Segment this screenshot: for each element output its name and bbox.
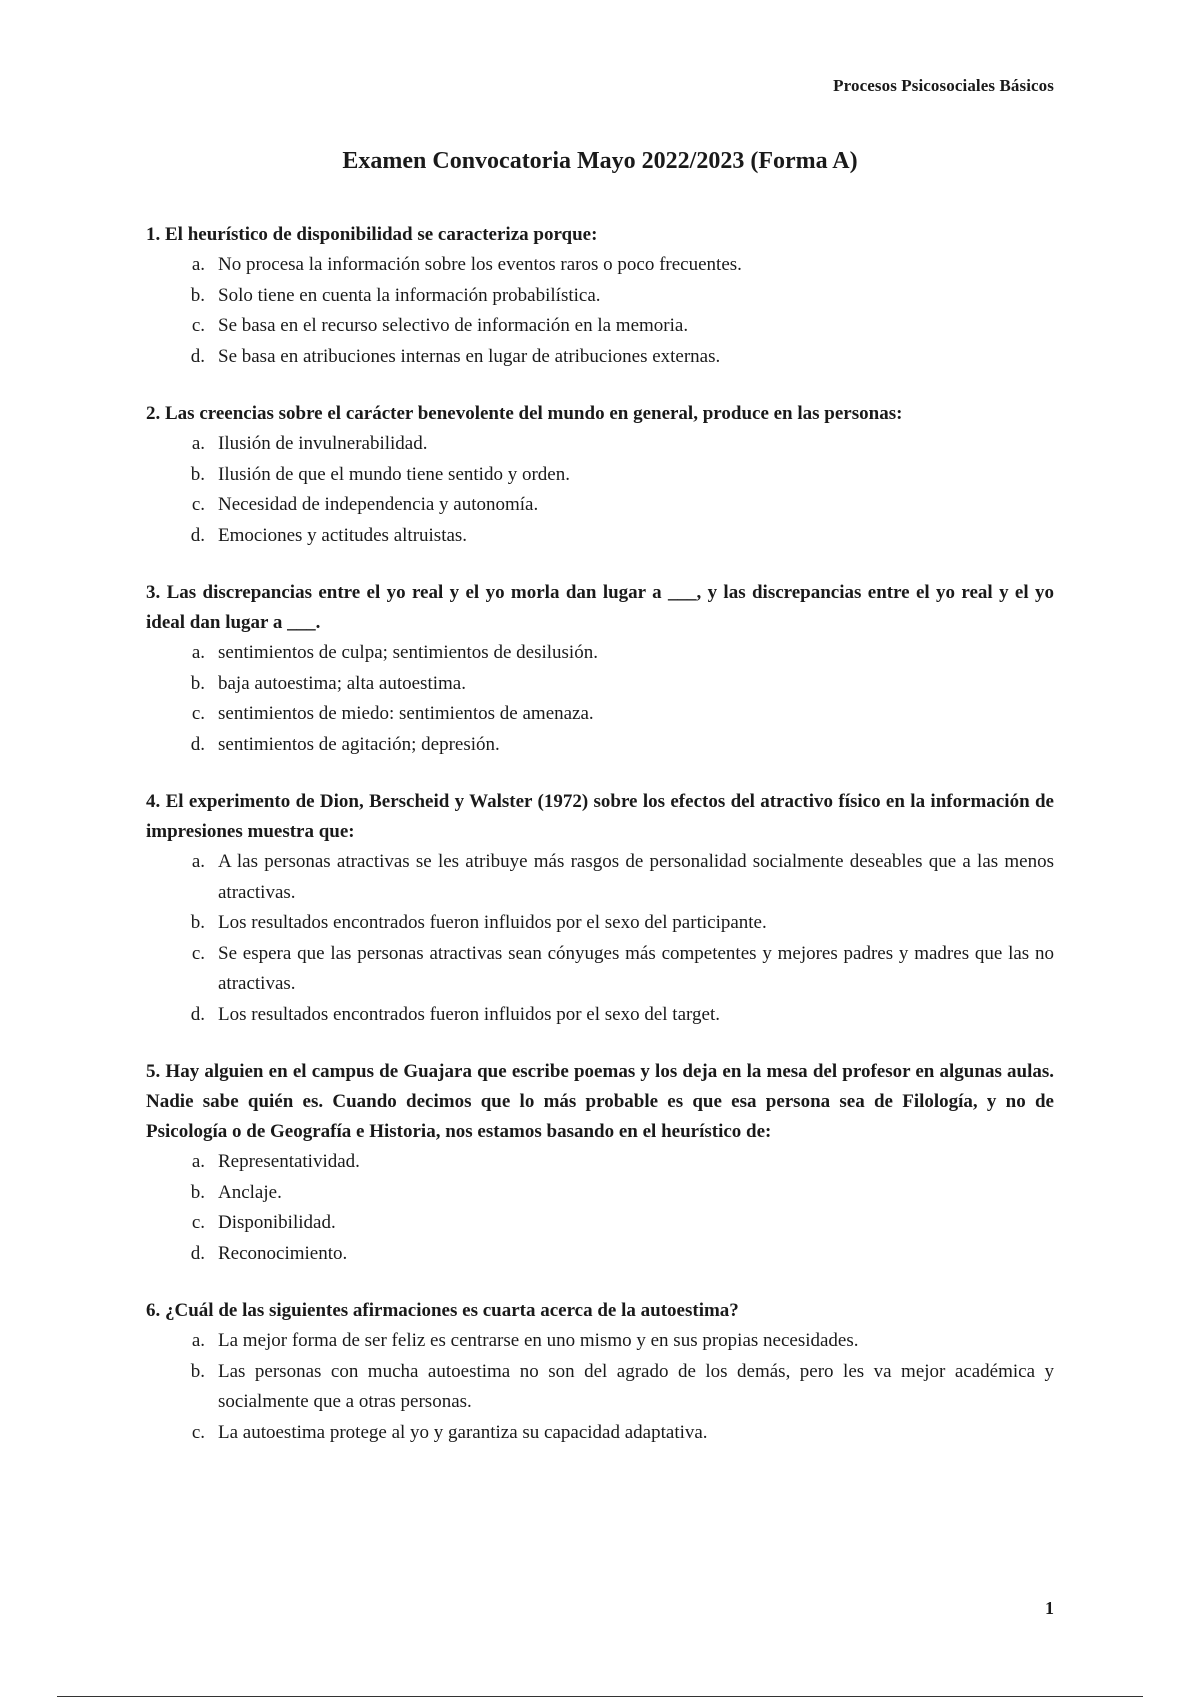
option-a <box>146 638 1054 669</box>
option-text: A las personas atractivas se les atribuye más rasgos de personalidad socialmente deseables que a las menos atractivas. <box>218 851 1054 903</box>
option-letter: c. <box>191 494 205 515</box>
option-letter: a. <box>191 1151 205 1172</box>
option-b <box>146 1178 1054 1209</box>
option-text: Los resultados encontrados fueron influidos por el sexo del participante. <box>218 912 767 933</box>
option-a <box>146 250 1054 281</box>
option-text: Reconocimiento. <box>218 1242 348 1264</box>
option-letter: c. <box>191 1212 205 1233</box>
question-text: 2. Las creencias sobre el carácter benevolente del mundo en general, produce en las personas: <box>146 403 903 424</box>
option-letter: b. <box>190 1360 205 1382</box>
option-b <box>146 908 1054 939</box>
option-text: Ilusión de que el mundo tiene sentido y orden. <box>218 463 570 485</box>
option-list <box>146 638 1054 760</box>
option-text: baja autoestima; alta autoestima. <box>218 672 466 694</box>
page-number: 1 <box>1045 1598 1054 1618</box>
option-b <box>146 1357 1054 1418</box>
option-b <box>146 669 1054 700</box>
question-5 <box>146 1057 1054 1269</box>
option-text: Ilusión de invulnerabilidad. <box>218 433 428 454</box>
option-letter: b. <box>190 463 205 485</box>
option-letter: c. <box>191 942 205 964</box>
option-b <box>146 460 1054 491</box>
option-letter: a. <box>191 642 205 663</box>
page-header-course: Procesos Psicosociales Básicos <box>833 76 1054 95</box>
option-d <box>146 730 1054 761</box>
option-letter: d. <box>190 524 205 546</box>
option-text: sentimientos de miedo: sentimientos de amenaza. <box>218 703 594 724</box>
question-2 <box>146 399 1054 551</box>
option-text: La autoestima protege al yo y garantiza su capacidad adaptativa. <box>218 1421 708 1443</box>
question-text: 6. ¿Cuál de las siguientes afirmaciones es cuarta acerca de la autoestima? <box>146 1300 739 1321</box>
question-4 <box>146 787 1054 1030</box>
exam-title: Examen Convocatoria Mayo 2022/2023 (Forma A) <box>342 148 858 174</box>
option-letter: d. <box>190 733 205 755</box>
option-letter: a. <box>191 433 205 454</box>
option-text: Se basa en atribuciones internas en lugar de atribuciones externas. <box>218 345 721 367</box>
option-text: Solo tiene en cuenta la información probabilística. <box>218 284 601 306</box>
option-d <box>146 1000 1054 1031</box>
option-list <box>146 429 1054 551</box>
option-c <box>146 939 1054 1000</box>
option-d <box>146 342 1054 373</box>
option-text: Se basa en el recurso selectivo de información en la memoria. <box>218 315 689 336</box>
question-3 <box>146 578 1054 760</box>
option-letter: b. <box>190 284 205 306</box>
option-letter: b. <box>190 1181 205 1203</box>
option-text: Las personas con mucha autoestima no son del agrado de los demás, pero les va mejor académica y socialmente que a otras personas. <box>218 1360 1054 1412</box>
option-c <box>146 1208 1054 1239</box>
option-d <box>146 521 1054 552</box>
option-text: sentimientos de agitación; depresión. <box>218 733 500 755</box>
option-list <box>146 1147 1054 1269</box>
option-letter: b. <box>190 672 205 694</box>
question-text: 4. El experimento de Dion, Berscheid y Walster (1972) sobre los efectos del atractivo físico en la información de impresiones muestra que: <box>146 791 1054 842</box>
question-text: 1. El heurístico de disponibilidad se caracteriza porque: <box>146 224 598 245</box>
option-text: Anclaje. <box>218 1181 282 1203</box>
option-text: La mejor forma de ser feliz es centrarse en uno mismo y en sus propias necesidades. <box>218 1330 859 1351</box>
option-letter: c. <box>191 315 205 336</box>
option-c <box>146 1418 1054 1449</box>
option-a <box>146 847 1054 908</box>
option-list <box>146 250 1054 372</box>
option-text: sentimientos de culpa; sentimientos de desilusión. <box>218 642 598 663</box>
footer-divider <box>57 1696 1143 1697</box>
option-text: No procesa la información sobre los eventos raros o poco frecuentes. <box>218 254 742 275</box>
option-letter: a. <box>191 1330 205 1351</box>
option-b <box>146 281 1054 312</box>
option-text: Representatividad. <box>218 1151 360 1172</box>
question-6 <box>146 1296 1054 1448</box>
option-text: Disponibilidad. <box>218 1212 336 1233</box>
question-1 <box>146 220 1054 372</box>
option-list <box>146 1326 1054 1448</box>
question-text: 5. Hay alguien en el campus de Guajara que escribe poemas y los deja en la mesa del profesor en algunas aulas. Nadie sabe quién es. Cuando decimos que lo más probable es que esa persona sea de Filología, y no de Psicología o de Geografía e Historia, nos estamos basando en el heurístico de: <box>146 1061 1054 1142</box>
option-a <box>146 429 1054 460</box>
option-letter: b. <box>190 912 205 933</box>
option-text: Se espera que las personas atractivas sean cónyuges más competentes y mejores padres y madres que las no atractivas. <box>218 942 1054 994</box>
option-text: Los resultados encontrados fueron influidos por el sexo del target. <box>218 1003 720 1025</box>
option-a <box>146 1147 1054 1178</box>
option-letter: c. <box>191 1421 205 1443</box>
option-c <box>146 311 1054 342</box>
option-letter: d. <box>190 345 205 367</box>
option-d <box>146 1239 1054 1270</box>
option-letter: c. <box>191 703 205 724</box>
option-list <box>146 847 1054 1030</box>
option-text: Emociones y actitudes altruistas. <box>218 524 468 546</box>
option-text: Necesidad de independencia y autonomía. <box>218 494 539 515</box>
option-letter: d. <box>190 1003 205 1025</box>
option-letter: a. <box>191 851 205 872</box>
option-c <box>146 699 1054 730</box>
option-letter: d. <box>190 1242 205 1264</box>
option-a <box>146 1326 1054 1357</box>
option-c <box>146 490 1054 521</box>
option-letter: a. <box>191 254 205 275</box>
question-text: 3. Las discrepancias entre el yo real y el yo morla dan lugar a ___, y las discrepancias entre el yo real y el yo ideal dan lugar a ___. <box>146 582 1054 633</box>
question-list <box>146 220 1054 1475</box>
